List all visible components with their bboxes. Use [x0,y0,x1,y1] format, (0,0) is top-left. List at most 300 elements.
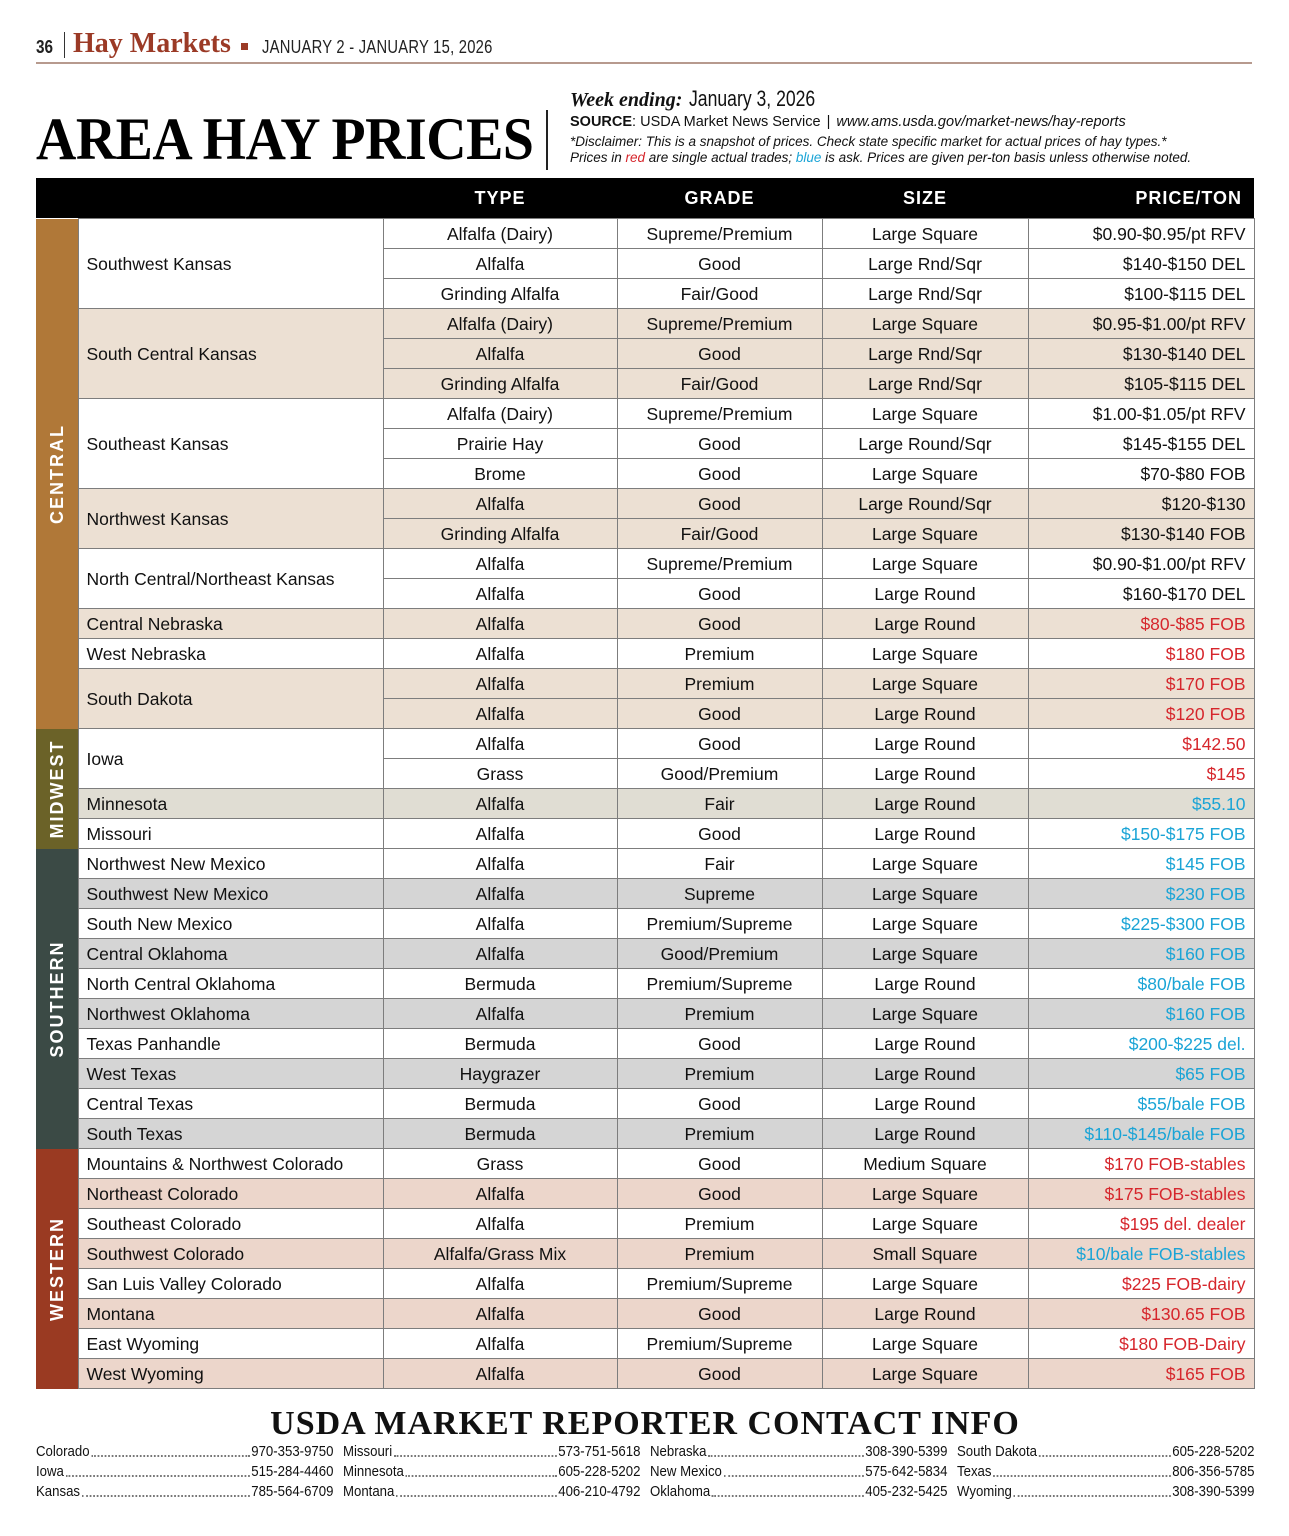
price-cell: $105-$115 DEL [1028,369,1254,399]
type-cell: Alfalfa [383,339,617,369]
type-cell: Alfalfa [383,939,617,969]
grade-cell: Fair/Good [617,279,822,309]
type-cell: Grinding Alfalfa [383,519,617,549]
size-cell: Large Square [822,909,1028,939]
location-cell: Minnesota [78,789,383,819]
dot-leader [66,1462,250,1477]
table-row [36,1119,1254,1149]
contact-state: Wyoming [957,1483,1012,1500]
source-url-link[interactable]: www.ams.usda.gov/market-news/hay-reports [836,114,1126,130]
price-cell: $120-$130 [1028,489,1254,519]
size-cell: Large Square [822,219,1028,249]
grade-cell: Premium [617,1119,822,1149]
location-cell: Northeast Colorado [78,1179,383,1209]
week-ending-value: January 3, 2026 [688,86,815,111]
issue-date-range: JANUARY 2 - JANUARY 15, 2026 [261,37,493,57]
contact-state: Kansas [36,1483,81,1500]
location-cell: Southwest Colorado [78,1239,383,1269]
dot-leader [406,1462,557,1477]
week-ending [570,86,1260,113]
price-cell: $130-$140 FOB [1028,519,1254,549]
grade-cell: Supreme/Premium [617,219,822,249]
legend-red: red [625,150,646,165]
table-row [36,849,1254,879]
contact-column [36,1442,333,1502]
price-cell: $225-$300 FOB [1028,909,1254,939]
price-cell: $145-$155 DEL [1028,429,1254,459]
disclaimer-text: *Disclaimer: This is a snapshot of prices. Check state specific market for actual prices of hay types.* [570,134,1167,149]
size-cell: Large Rnd/Sqr [822,339,1028,369]
location-cell: San Luis Valley Colorado [78,1269,383,1299]
type-cell: Alfalfa [383,249,617,279]
grade-cell: Good [617,609,822,639]
contact-row [650,1482,947,1502]
location-cell: Central Nebraska [78,609,383,639]
grade-cell: Good [617,579,822,609]
table-row [36,999,1254,1029]
location-cell: East Wyoming [78,1329,383,1359]
price-cell: $55/bale FOB [1028,1089,1254,1119]
size-cell: Large Square [822,999,1028,1029]
grade-cell: Good [617,339,822,369]
location-cell: Southwest New Mexico [78,879,383,909]
type-cell: Alfalfa [383,489,617,519]
contact-column [650,1442,947,1502]
type-cell: Alfalfa [383,1359,617,1389]
col-header-size: SIZE [902,187,947,208]
type-cell: Bermuda [383,1089,617,1119]
disclaimer [570,134,1260,166]
region-label-midwest [36,729,78,849]
dot-leader [708,1442,863,1457]
grade-cell: Good [617,729,822,759]
header-divider [64,32,65,58]
price-grid [36,218,1255,1389]
location-cell: Southeast Colorado [78,1209,383,1239]
legend-blue: blue [795,150,822,165]
col-header-price: PRICE/TON [1135,187,1242,208]
grade-cell: Supreme/Premium [617,399,822,429]
square-bullet-icon [241,43,248,50]
table-row [36,819,1254,849]
location-cell: West Texas [78,1059,383,1089]
type-cell: Prairie Hay [383,429,617,459]
price-cell: $145 [1028,759,1254,789]
price-cell: $160-$170 DEL [1028,579,1254,609]
grade-cell: Good [617,1359,822,1389]
table-row [36,1299,1254,1329]
location-cell: Southeast Kansas [78,399,383,489]
price-cell: $170 FOB [1028,669,1254,699]
table-row [36,609,1254,639]
location-cell: South Dakota [78,669,383,729]
location-cell: Missouri [78,819,383,849]
type-cell: Grinding Alfalfa [383,369,617,399]
page-number: 36 [36,37,54,57]
price-cell: $0.95-$1.00/pt RFV [1028,309,1254,339]
grade-cell: Fair [617,849,822,879]
price-cell: $160 FOB [1028,999,1254,1029]
contact-state: Missouri [343,1443,393,1460]
table-row [36,1209,1254,1239]
grade-cell: Good [617,819,822,849]
type-cell: Alfalfa [383,609,617,639]
grade-cell: Fair/Good [617,369,822,399]
grade-cell: Good [617,699,822,729]
table-row [36,309,1254,339]
table-row [36,489,1254,519]
grade-cell: Premium [617,1059,822,1089]
source-value: : USDA Market News Service [632,114,821,130]
table-row [36,549,1254,579]
table-row [36,729,1254,759]
size-cell: Large Round [822,969,1028,999]
size-cell: Large Round [822,699,1028,729]
type-cell: Alfalfa [383,669,617,699]
contact-grid [36,1442,1254,1502]
price-cell: $180 FOB [1028,639,1254,669]
contact-state: Nebraska [650,1443,707,1460]
type-cell: Alfalfa [383,729,617,759]
location-cell: South New Mexico [78,909,383,939]
price-cell: $150-$175 FOB [1028,819,1254,849]
price-cell: $142.50 [1028,729,1254,759]
grade-cell: Good [617,459,822,489]
size-cell: Large Square [822,309,1028,339]
grade-cell: Good [617,1299,822,1329]
hay-price-table [36,178,1254,1389]
location-cell: South Central Kansas [78,309,383,399]
size-cell: Large Square [822,399,1028,429]
contact-state: Texas [957,1463,992,1480]
type-cell: Haygrazer [383,1059,617,1089]
table-row [36,939,1254,969]
region-label-central [36,219,78,729]
dot-leader [712,1482,864,1497]
price-cell: $160 FOB [1028,939,1254,969]
table-row [36,399,1254,429]
dot-leader [1039,1442,1171,1457]
grade-cell: Good [617,1149,822,1179]
size-cell: Large Rnd/Sqr [822,369,1028,399]
legend-mid: are single actual trades; [645,150,796,165]
price-cell: $175 FOB-stables [1028,1179,1254,1209]
type-cell: Bermuda [383,1029,617,1059]
price-cell: $80/bale FOB [1028,969,1254,999]
grade-cell: Supreme/Premium [617,309,822,339]
price-cell: $0.90-$0.95/pt RFV [1028,219,1254,249]
price-cell: $165 FOB [1028,1359,1254,1389]
contact-phone: 308-390-5399 [865,1443,948,1460]
price-cell: $55.10 [1028,789,1254,819]
location-cell: Iowa [78,729,383,789]
table-header [36,178,1254,218]
table-row [36,669,1254,699]
section-title: Hay Markets [73,28,231,59]
contact-state: Iowa [36,1463,64,1480]
contact-row [957,1442,1254,1462]
size-cell: Large Round [822,729,1028,759]
report-meta [570,86,1260,166]
size-cell: Small Square [822,1239,1028,1269]
grade-cell: Premium [617,1239,822,1269]
type-cell: Bermuda [383,1119,617,1149]
contact-phone: 605-228-5202 [1172,1443,1255,1460]
contact-state: Colorado [36,1443,90,1460]
table-row [36,1359,1254,1389]
table-row [36,639,1254,669]
contact-row [343,1482,640,1502]
price-cell: $110-$145/bale FOB [1028,1119,1254,1149]
location-cell: North Central Oklahoma [78,969,383,999]
contact-phone: 806-356-5785 [1172,1463,1255,1480]
contact-row [957,1462,1254,1482]
price-cell: $80-$85 FOB [1028,609,1254,639]
size-cell: Large Square [822,879,1028,909]
size-cell: Large Round [822,579,1028,609]
price-cell: $0.90-$1.00/pt RFV [1028,549,1254,579]
price-cell: $195 del. dealer [1028,1209,1254,1239]
location-cell: Northwest New Mexico [78,849,383,879]
size-cell: Large Round [822,1059,1028,1089]
type-cell: Alfalfa [383,1329,617,1359]
contact-row [650,1462,947,1482]
dot-leader [91,1442,249,1457]
grade-cell: Supreme [617,879,822,909]
size-cell: Large Square [822,639,1028,669]
week-ending-label: Week ending: [570,89,683,111]
price-cell: $180 FOB-Dairy [1028,1329,1254,1359]
location-cell: North Central/Northeast Kansas [78,549,383,609]
location-cell: Central Texas [78,1089,383,1119]
contact-state: New Mexico [650,1463,722,1480]
grade-cell: Fair/Good [617,519,822,549]
col-header-type: TYPE [474,187,526,208]
grade-cell: Supreme/Premium [617,549,822,579]
source-line [570,113,1260,131]
table-row [36,1059,1254,1089]
legend-prefix: Prices in [570,150,626,165]
contact-row [650,1442,947,1462]
grade-cell: Premium [617,999,822,1029]
type-cell: Grass [383,759,617,789]
price-cell: $120 FOB [1028,699,1254,729]
contact-phone: 575-642-5834 [865,1463,948,1480]
type-cell: Grinding Alfalfa [383,279,617,309]
size-cell: Large Square [822,1209,1028,1239]
type-cell: Alfalfa [383,639,617,669]
size-cell: Large Round [822,1299,1028,1329]
size-cell: Large Square [822,549,1028,579]
table-row [36,789,1254,819]
location-cell: Southwest Kansas [78,219,383,309]
type-cell: Alfalfa [383,789,617,819]
title-divider [546,110,548,170]
grade-cell: Good [617,249,822,279]
price-cell: $130.65 FOB [1028,1299,1254,1329]
type-cell: Alfalfa (Dairy) [383,399,617,429]
grade-cell: Good/Premium [617,939,822,969]
location-cell: South Texas [78,1119,383,1149]
contact-info [36,1404,1254,1502]
size-cell: Large Square [822,669,1028,699]
grade-cell: Good/Premium [617,759,822,789]
region-name: CENTRAL [46,423,67,524]
type-cell: Brome [383,459,617,489]
dot-leader [82,1482,250,1497]
price-cell: $225 FOB-dairy [1028,1269,1254,1299]
region-label-western [36,1149,78,1389]
contact-phone: 970-353-9750 [251,1443,334,1460]
contact-row [343,1462,640,1482]
grade-cell: Fair [617,789,822,819]
size-cell: Large Round [822,1089,1028,1119]
type-cell: Alfalfa [383,999,617,1029]
contact-column [343,1442,640,1502]
grade-cell: Good [617,489,822,519]
price-cell: $230 FOB [1028,879,1254,909]
table-row [36,1179,1254,1209]
type-cell: Alfalfa [383,549,617,579]
table-row [36,1329,1254,1359]
price-cell: $145 FOB [1028,849,1254,879]
contact-row [36,1442,333,1462]
legend-suffix: is ask. Prices are given per-ton basis unless otherwise noted. [821,150,1192,165]
location-cell: West Wyoming [78,1359,383,1389]
page-title: AREA HAY PRICES [36,106,534,172]
type-cell: Alfalfa [383,819,617,849]
contact-phone: 515-284-4460 [251,1463,334,1480]
contact-row [36,1462,333,1482]
size-cell: Large Round [822,609,1028,639]
grade-cell: Good [617,429,822,459]
region-name: WESTERN [46,1216,67,1321]
source-separator: | [826,114,831,130]
table-row [36,909,1254,939]
price-cell: $130-$140 DEL [1028,339,1254,369]
contact-phone: 405-232-5425 [865,1483,948,1500]
grade-cell: Good [617,1179,822,1209]
size-cell: Large Round [822,1119,1028,1149]
table-row [36,219,1254,249]
table-row [36,1029,1254,1059]
size-cell: Large Round [822,759,1028,789]
grade-cell: Good [617,1029,822,1059]
contact-phone: 308-390-5399 [1172,1483,1255,1500]
dot-leader [396,1482,556,1497]
type-cell: Alfalfa [383,909,617,939]
contact-title: USDA MARKET REPORTER CONTACT INFO [270,1405,1020,1442]
price-legend [570,150,1260,166]
size-cell: Large Square [822,1359,1028,1389]
price-cell: $200-$225 del. [1028,1029,1254,1059]
contact-phone: 573-751-5618 [558,1443,641,1460]
size-cell: Medium Square [822,1149,1028,1179]
contact-phone: 605-228-5202 [558,1463,641,1480]
grade-cell: Good [617,1089,822,1119]
size-cell: Large Rnd/Sqr [822,279,1028,309]
location-cell: Montana [78,1299,383,1329]
grade-cell: Premium/Supreme [617,909,822,939]
type-cell: Alfalfa [383,699,617,729]
price-cell: $1.00-$1.05/pt RFV [1028,399,1254,429]
contact-phone: 785-564-6709 [251,1483,334,1500]
region-label-southern [36,849,78,1149]
price-cell: $170 FOB-stables [1028,1149,1254,1179]
contact-state: Montana [343,1483,395,1500]
table-row [36,1149,1254,1179]
contact-row [36,1482,333,1502]
dot-leader [1014,1482,1171,1497]
type-cell: Alfalfa [383,1269,617,1299]
type-cell: Alfalfa (Dairy) [383,219,617,249]
price-cell: $100-$115 DEL [1028,279,1254,309]
size-cell: Large Round [822,819,1028,849]
contact-row [957,1482,1254,1502]
col-header-grade: GRADE [684,187,755,208]
contact-row [343,1442,640,1462]
location-cell: Central Oklahoma [78,939,383,969]
location-cell: Mountains & Northwest Colorado [78,1149,383,1179]
contact-phone: 406-210-4792 [558,1483,641,1500]
contact-state: Minnesota [343,1463,404,1480]
table-row [36,1269,1254,1299]
grade-cell: Premium/Supreme [617,969,822,999]
type-cell: Alfalfa [383,1179,617,1209]
dot-leader [394,1442,557,1457]
price-cell: $70-$80 FOB [1028,459,1254,489]
location-cell: Northwest Oklahoma [78,999,383,1029]
location-cell: Texas Panhandle [78,1029,383,1059]
size-cell: Large Round [822,1029,1028,1059]
dot-leader [724,1462,864,1477]
location-cell: Northwest Kansas [78,489,383,549]
location-cell: West Nebraska [78,639,383,669]
table-row [36,969,1254,999]
price-cell: $65 FOB [1028,1059,1254,1089]
table-row [36,1089,1254,1119]
grade-cell: Premium [617,669,822,699]
size-cell: Large Square [822,1329,1028,1359]
price-cell: $140-$150 DEL [1028,249,1254,279]
dot-leader [993,1462,1170,1477]
type-cell: Bermuda [383,969,617,999]
size-cell: Large Rnd/Sqr [822,249,1028,279]
price-cell: $10/bale FOB-stables [1028,1239,1254,1269]
size-cell: Large Square [822,459,1028,489]
type-cell: Alfalfa [383,879,617,909]
size-cell: Large Round/Sqr [822,429,1028,459]
contact-state: Oklahoma [650,1483,711,1500]
table-row [36,1239,1254,1269]
source-label: SOURCE [570,114,633,130]
type-cell: Alfalfa/Grass Mix [383,1239,617,1269]
size-cell: Large Square [822,849,1028,879]
size-cell: Large Square [822,519,1028,549]
size-cell: Large Round [822,789,1028,819]
grade-cell: Premium/Supreme [617,1269,822,1299]
grade-cell: Premium/Supreme [617,1329,822,1359]
table-row [36,879,1254,909]
type-cell: Grass [383,1149,617,1179]
size-cell: Large Square [822,1269,1028,1299]
type-cell: Alfalfa [383,849,617,879]
size-cell: Large Round/Sqr [822,489,1028,519]
page-header [36,30,1252,64]
type-cell: Alfalfa (Dairy) [383,309,617,339]
type-cell: Alfalfa [383,1209,617,1239]
type-cell: Alfalfa [383,1299,617,1329]
